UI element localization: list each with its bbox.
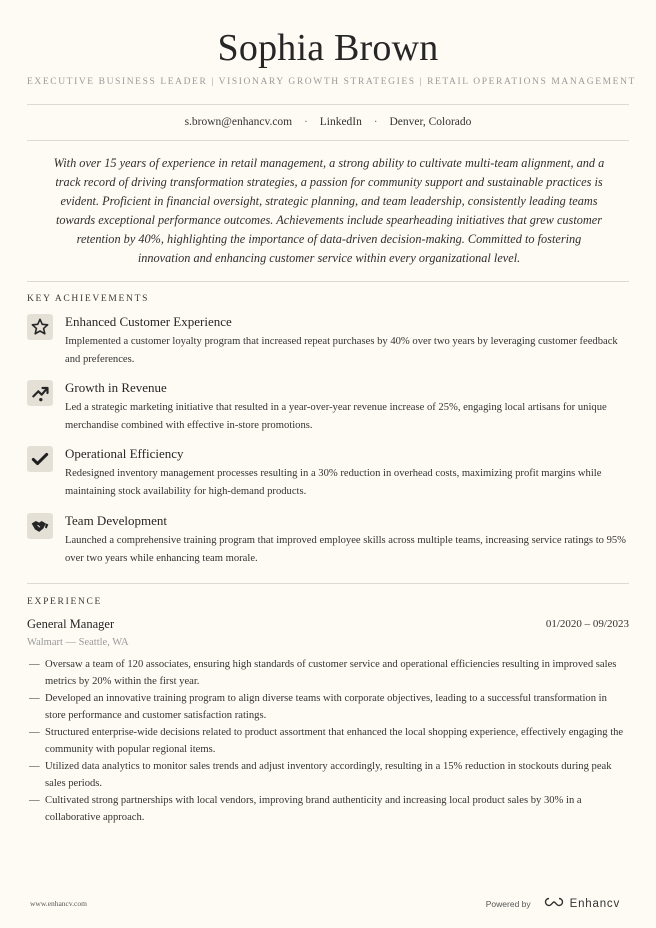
- job-title: General Manager: [27, 617, 115, 631]
- checkmark-icon: [27, 446, 53, 472]
- separator: ·: [304, 116, 308, 128]
- divider: [27, 281, 629, 282]
- bullet-text: Cultivated strong partnerships with local vendors, improving brand authenticity and increasing local product sales by 30% in a collaborative approach.: [45, 795, 582, 823]
- achievement-description: Redesigned inventory management processes resulting in a 30% reduction in overhead costs, maximizing profit margins while maintaining stock availability for high-demand products.: [65, 468, 602, 497]
- bullet-dash: —: [29, 795, 40, 806]
- separator: ·: [373, 116, 378, 128]
- bullet-dash: —: [29, 761, 40, 772]
- section-title-achievements: KEY ACHIEVEMENTS: [27, 294, 150, 304]
- divider: [27, 140, 629, 141]
- bullet-text: Structured enterprise-wide decisions related to product assortment that enhanced the local shopping experience, effectively engaging the community with popular regional items.: [45, 727, 624, 755]
- achievement-title: Growth in Revenue: [65, 380, 167, 395]
- achievement-description: Implemented a customer loyalty program that increased repeat purchases by 40% over two years by leveraging customer feedback and preferences.: [65, 336, 618, 365]
- bullet-dash: —: [29, 727, 40, 738]
- list-item: [27, 758, 629, 792]
- summary-text: With over 15 years of experience in retail management, a strong ability to cultivate multi-team alignment, and a track record of driving transformation strategies, a passion for community support and sustainable practices is evident. Proficient in financial oversight, strategic planning, and team leadership, consistently leading teams towards exceptional performance outcomes. Achievements include spearheading initiatives that grew customer retention by 40%, highlighting the importance of data-driven decision-making. Committed to fostering innovation and enhancing customer service within every organizational level.: [53, 156, 605, 265]
- divider: [27, 104, 629, 105]
- job-bullets: [27, 656, 629, 826]
- bullet-text: Oversaw a team of 120 associates, ensuring high standards of customer service and operational efficiencies resulting in improved sales metrics by 20% within the first year.: [45, 659, 617, 687]
- divider: [27, 583, 629, 584]
- linkedin-link[interactable]: LinkedIn: [319, 116, 362, 128]
- contact-line: [27, 116, 629, 128]
- list-item: [27, 656, 629, 690]
- bullet-dash: —: [29, 693, 40, 704]
- achievement-title: Operational Efficiency: [65, 446, 184, 461]
- website-link[interactable]: www.enhancv.com: [30, 899, 87, 908]
- achievement-description: Led a strategic marketing initiative that resulted in a year-over-year revenue increase of 25%, engaging local artisans for unique merchandise combined with effective in-store promotions.: [65, 402, 607, 431]
- star-icon: [27, 314, 53, 340]
- enhancv-logo-text: Enhancv: [569, 898, 620, 910]
- powered-by[interactable]: [486, 895, 620, 913]
- achievement-title: Team Development: [65, 513, 167, 528]
- list-item: [27, 690, 629, 724]
- job-company: Walmart — Seattle, WA: [27, 637, 129, 648]
- handshake-icon: [27, 513, 53, 539]
- job-dates: 01/2020 – 09/2023: [545, 618, 629, 630]
- growth-icon: [27, 380, 53, 406]
- email-link[interactable]: s.brown@enhancv.com: [184, 116, 293, 128]
- bullet-text: Developed an innovative training program to align diverse teams with corporate objectives, leading to a successful transformation in store performance and customer satisfaction ratings.: [45, 693, 607, 721]
- achievement-title: Enhanced Customer Experience: [65, 314, 232, 329]
- candidate-name: Sophia Brown: [217, 27, 439, 69]
- bullet-text: Utilized data analytics to monitor sales trends and adjust inventory accordingly, resulting in a 15% reduction in stockouts during peak sales periods.: [45, 761, 612, 789]
- section-title-experience: EXPERIENCE: [27, 597, 103, 607]
- list-item: [27, 792, 629, 826]
- location-text: Denver, Colorado: [389, 116, 472, 128]
- headline: EXECUTIVE BUSINESS LEADER | VISIONARY GROWTH STRATEGIES | RETAIL OPERATIONS MANAGEMENT: [27, 77, 636, 87]
- enhancv-logo-icon: [543, 895, 565, 913]
- list-item: [27, 724, 629, 758]
- bullet-dash: —: [29, 659, 40, 670]
- achievement-description: Launched a comprehensive training program that improved employee skills across multiple teams, increasing service ratings to 95% over two years while enhancing team morale.: [65, 535, 627, 564]
- powered-by-label: Powered by: [485, 899, 531, 909]
